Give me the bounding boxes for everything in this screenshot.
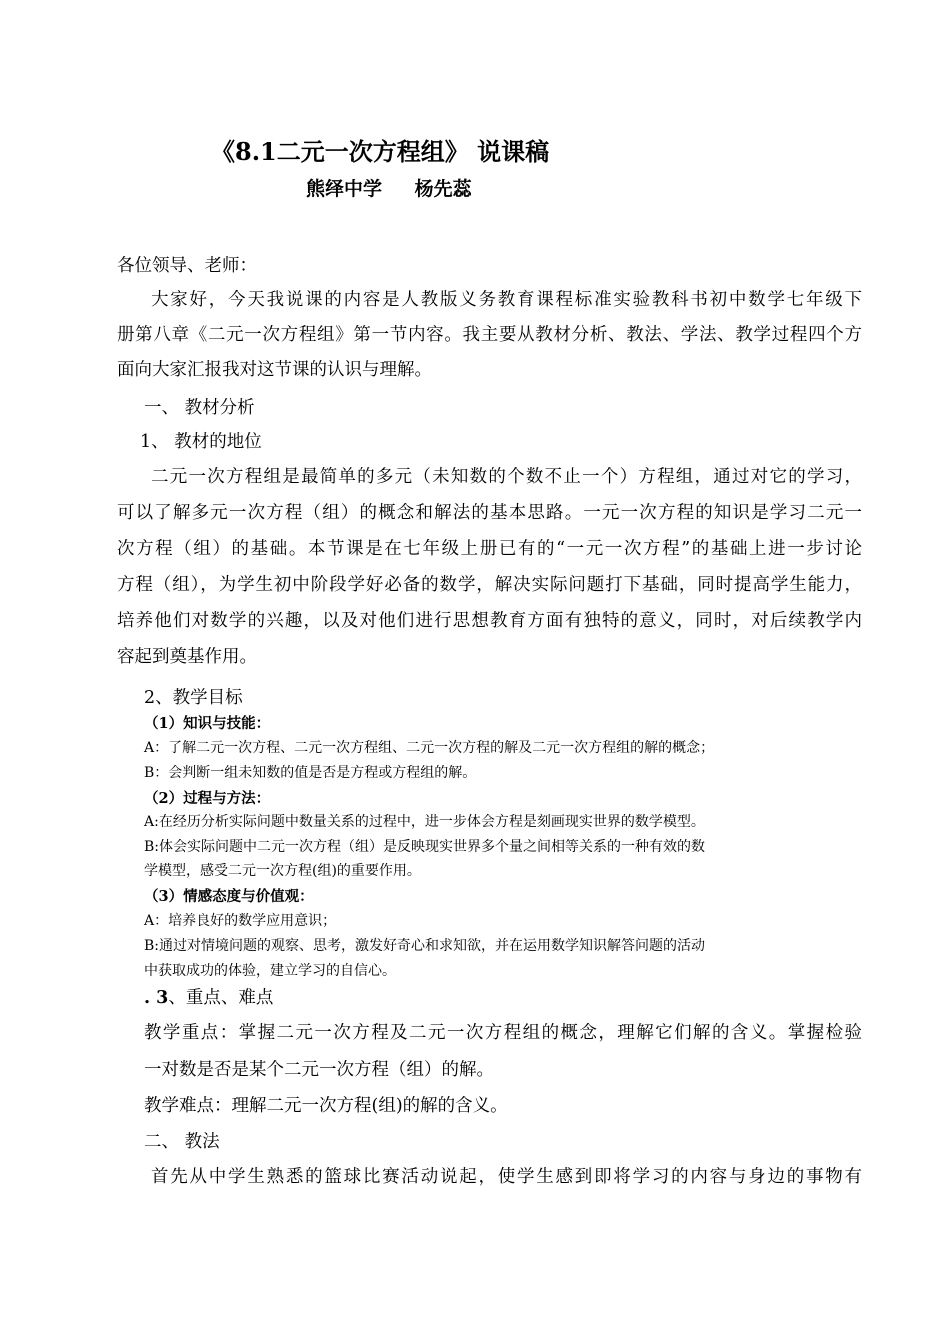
author-line: 熊绎中学 杨先蕊 (306, 178, 472, 200)
goal3-title: （3）情感态度与价值观： (144, 888, 314, 905)
goal2-item-b-line-2: 学模型，感受二元一次方程(组)的重要作用。 (144, 863, 421, 879)
section-heading-2: 二、 教法 (144, 1132, 220, 1152)
goal3-item-b-line-1: B:通过对情境问题的观察、思考，激发好奇心和求知欲，并在运用数学知识解答问题的活动 (144, 938, 706, 954)
goal3-item-a: A：培养良好的数学应用意识； (144, 913, 337, 929)
intro-line-1: 大家好，今天我说课的内容是人教版义务教育课程标准实验教科书初中数学七年级下 (151, 290, 862, 310)
intro-line-3: 面向大家汇报我对这节课的认识与理解。 (117, 360, 432, 380)
goal1-title: （1）知识与技能： (144, 715, 271, 732)
subheading-3 (144, 984, 273, 1009)
greeting: 各位领导、老师： (117, 256, 257, 276)
goal1-item-b: B：会判断一组未知数的值是否是方程或方程组的解。 (144, 765, 477, 781)
goal3-item-b-line-2: 中获取成功的体验，建立学习的自信心。 (144, 963, 396, 979)
para1-line-3: 次方程（组）的基础。本节课是在七年级上册已有的“一元一次方程”的基础上进一步讨论 (117, 539, 862, 559)
goal1-item-a: A：了解二元一次方程、二元一次方程组、二元一次方程的解及二元一次方程组的解的概念； (144, 740, 715, 756)
goal2-item-b-line-1: B:体会实际问题中二元一次方程（组）是反映现实世界多个量之间相等关系的一种有效的数 (144, 839, 706, 855)
subheading-3-number: . 3 (144, 988, 169, 1008)
para1-line-1: 二元一次方程组是最简单的多元（未知数的个数不止一个）方程组，通过对它的学习， (151, 467, 862, 487)
subheading-3-text: 、重点、难点 (168, 988, 274, 1008)
key-point-line-1: 教学重点：掌握二元一次方程及二元一次方程组的概念，理解它们解的含义。掌握检验 (144, 1023, 862, 1043)
goal2-item-a: A:在经历分析实际问题中数量关系的过程中，进一步体会方程是刻画现实世界的数学模型。 (144, 814, 705, 830)
para1-line-4: 方程（组），为学生初中阶段学好必备的数学，解决实际问题打下基础，同时提高学生能力， (117, 575, 862, 595)
para2-line-1: 首先从中学生熟悉的篮球比赛活动说起，使学生感到即将学习的内容与身边的事物有 (151, 1167, 862, 1187)
subheading-2: 2、教学目标 (144, 688, 243, 708)
para1-line-5: 培养他们对数学的兴趣，以及对他们进行思想教育方面有独特的意义，同时，对后续教学内 (117, 611, 862, 631)
document-title: 《8.1二元一次方程组》 说课稿 (211, 137, 550, 166)
intro-line-2: 册第八章《二元一次方程组》第一节内容。我主要从教材分析、教法、学法、教学过程四个方 (117, 325, 862, 345)
para1-line-2: 可以了解多元一次方程（组）的概念和解法的基本思路。一元一次方程的知识是学习二元一 (117, 503, 862, 523)
subheading-1: 1、 教材的地位 (140, 432, 262, 452)
key-point-line-2: 一对数是否是某个二元一次方程（组）的解。 (144, 1060, 494, 1080)
para1-line-6: 容起到奠基作用。 (117, 647, 257, 667)
difficult-point: 教学难点：理解二元一次方程(组)的解的含义。 (144, 1096, 508, 1116)
section-heading-1: 一、 教材分析 (144, 398, 255, 418)
goal2-title: （2）过程与方法： (144, 790, 271, 807)
